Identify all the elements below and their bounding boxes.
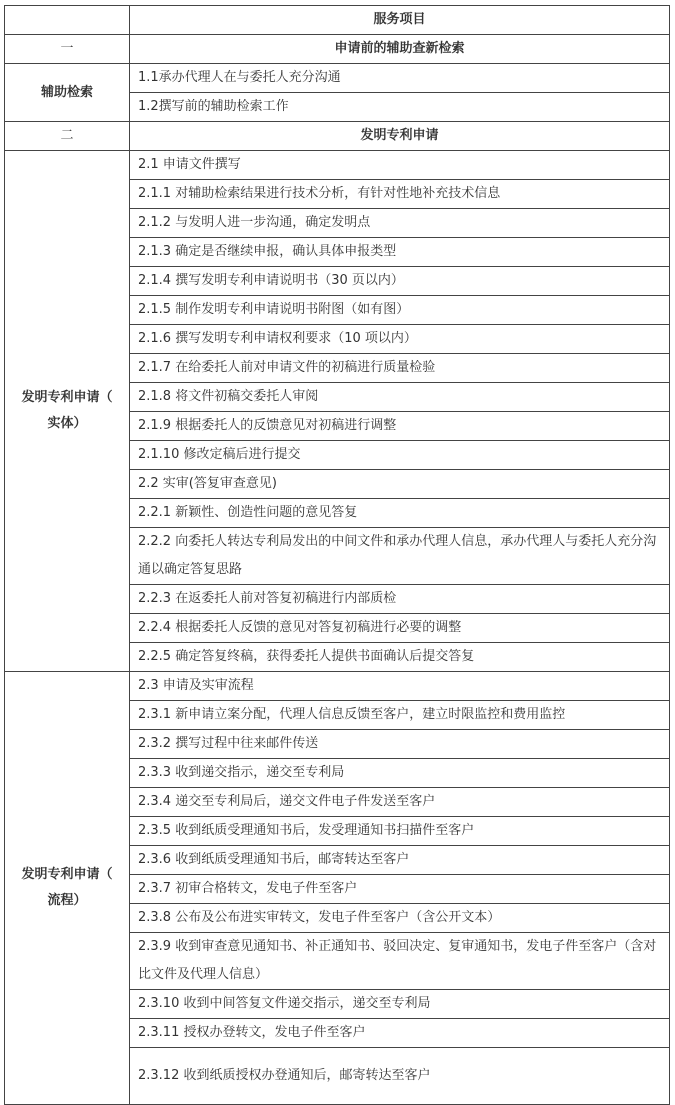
- table-row: [5, 64, 670, 93]
- service-item: 2.3.3 收到递交指示，递交至专利局: [130, 759, 670, 788]
- group-label: [5, 672, 130, 1105]
- section-row: [5, 35, 670, 64]
- service-item: 2.3.11 授权办登转文，发电子件至客户: [130, 1019, 670, 1048]
- service-item: 2.1.6 撰写发明专利申请权利要求（10 项以内）: [130, 325, 670, 354]
- service-item: 2.2.3 在返委托人前对答复初稿进行内部质检: [130, 585, 670, 614]
- table-row: [5, 151, 670, 180]
- service-item: 2.3.8 公布及公布进实审转文，发电子件至客户（含公开文本）: [130, 904, 670, 933]
- group-label: [5, 151, 130, 672]
- service-item: 2.3.10 收到中间答复文件递交指示，递交至专利局: [130, 990, 670, 1019]
- service-item: 1.1承办代理人在与委托人充分沟通: [130, 64, 670, 93]
- service-item: 2.3.12 收到纸质授权办登通知后，邮寄转达至客户: [130, 1048, 670, 1105]
- service-item: 2.2 实审(答复审查意见): [130, 470, 670, 499]
- service-item: 2.1.4 撰写发明专利申请说明书（30 页以内）: [130, 267, 670, 296]
- group-label-line: 流程）: [47, 893, 87, 908]
- service-item: 2.3.6 收到纸质受理通知书后，邮寄转达至客户: [130, 846, 670, 875]
- service-item: 2.1.3 确定是否继续申报，确认具体申报类型: [130, 238, 670, 267]
- service-item: 2.3.1 新申请立案分配，代理人信息反馈至客户，建立时限监控和费用监控: [130, 701, 670, 730]
- section-number: 二: [5, 122, 130, 151]
- service-item: 2.3.7 初审合格转文，发电子件至客户: [130, 875, 670, 904]
- service-item: 2.2.4 根据委托人反馈的意见对答复初稿进行必要的调整: [130, 614, 670, 643]
- group-label-line: 辅助检索: [40, 84, 93, 100]
- section-title: 发明专利申请: [130, 122, 670, 151]
- group-label-line: 发明专利申请（: [21, 390, 113, 405]
- group-label-line: 发明专利申请（: [21, 867, 113, 882]
- service-item: 2.1.2 与发明人进一步沟通，确定发明点: [130, 209, 670, 238]
- service-item: 1.2撰写前的辅助检索工作: [130, 93, 670, 122]
- service-item: 2.1.1 对辅助检索结果进行技术分析，有针对性地补充技术信息: [130, 180, 670, 209]
- service-item: 2.3.4 递交至专利局后，递交文件电子件发送至客户: [130, 788, 670, 817]
- table-body: [5, 6, 670, 1105]
- service-item: 2.1.9 根据委托人的反馈意见对初稿进行调整: [130, 412, 670, 441]
- service-item: 2.2.1 新颖性、创造性问题的意见答复: [130, 499, 670, 528]
- table-row: [5, 672, 670, 701]
- section-title: 申请前的辅助查新检索: [130, 35, 670, 64]
- service-item: 2.3.2 撰写过程中往来邮件传送: [130, 730, 670, 759]
- group-label-line: 实体）: [47, 416, 87, 431]
- service-item: 2.1.8 将文件初稿交委托人审阅: [130, 383, 670, 412]
- header-row: [5, 6, 670, 35]
- service-item: 2.1 申请文件撰写: [130, 151, 670, 180]
- service-item: 2.3.9 收到审查意见通知书、补正通知书、驳回决定、复审通知书，发电子件至客户（含对比文件及代理人信息）: [130, 933, 670, 990]
- service-item: 2.1.7 在给委托人前对申请文件的初稿进行质量检验: [130, 354, 670, 383]
- section-row: [5, 122, 670, 151]
- header-empty-cell: [5, 6, 130, 35]
- service-item: 2.1.10 修改定稿后进行提交: [130, 441, 670, 470]
- service-item: 2.3 申请及实审流程: [130, 672, 670, 701]
- section-number: 一: [5, 35, 130, 64]
- service-item: 2.2.2 向委托人转达专利局发出的中间文件和承办代理人信息，承办代理人与委托人充分沟通以确定答复思路: [130, 528, 670, 585]
- service-item: 2.2.5 确定答复终稿，获得委托人提供书面确认后提交答复: [130, 643, 670, 672]
- header-service-items: 服务项目: [130, 6, 670, 35]
- service-item: 2.1.5 制作发明专利申请说明书附图（如有图）: [130, 296, 670, 325]
- group-label: [5, 64, 130, 122]
- service-items-table: [4, 5, 670, 1105]
- service-item: 2.3.5 收到纸质受理通知书后，发受理通知书扫描件至客户: [130, 817, 670, 846]
